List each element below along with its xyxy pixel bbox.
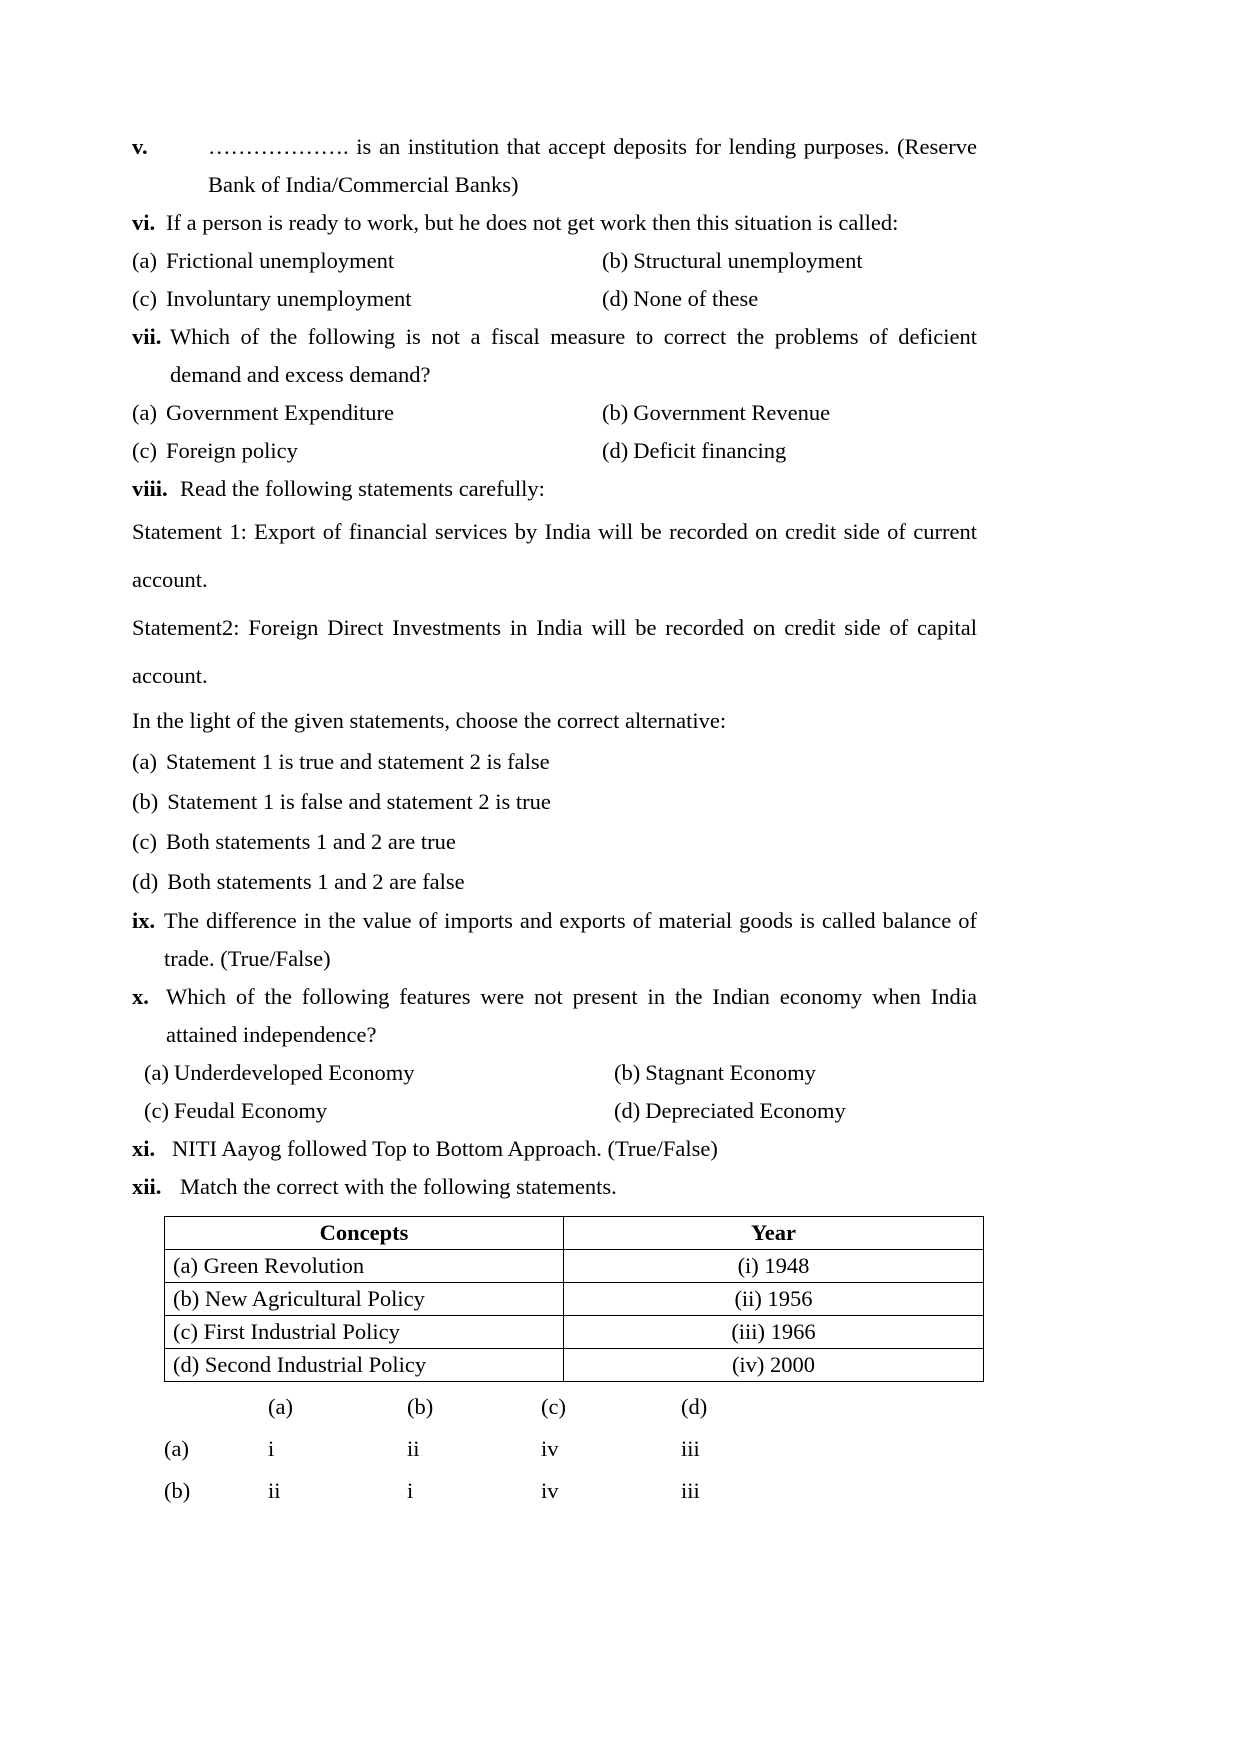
answer-grid-header-row bbox=[164, 1386, 977, 1428]
option-vii-a-label: (a) bbox=[132, 400, 157, 425]
option-x-d[interactable] bbox=[614, 1092, 977, 1130]
question-vii-number: vii. bbox=[132, 324, 162, 349]
answer-option-a-label: (a) bbox=[164, 1436, 189, 1461]
option-viii-b-text: Statement 1 is false and statement 2 is true bbox=[167, 789, 551, 814]
option-vii-d-label: (d) bbox=[602, 438, 629, 463]
option-vii-b-label: (b) bbox=[602, 400, 629, 425]
question-v-number: v. bbox=[132, 134, 148, 159]
match-table-header-year: Year bbox=[564, 1217, 984, 1250]
answer-option-a-value-1: ii bbox=[407, 1436, 420, 1461]
match-row-3-concept: (d) Second Industrial Policy bbox=[165, 1349, 564, 1382]
match-row-2-concept: (c) First Industrial Policy bbox=[165, 1316, 564, 1349]
option-x-b[interactable] bbox=[614, 1054, 977, 1092]
answer-grid-header-c: (c) bbox=[541, 1394, 566, 1419]
question-xii bbox=[132, 1168, 977, 1206]
answer-option-b-value-1: i bbox=[407, 1478, 414, 1503]
answer-option-b-value-0: ii bbox=[268, 1478, 281, 1503]
option-x-a[interactable] bbox=[144, 1054, 614, 1092]
option-vii-d[interactable] bbox=[602, 432, 977, 470]
option-x-c-text: Feudal Economy bbox=[173, 1098, 328, 1123]
option-x-b-text: Stagnant Economy bbox=[645, 1060, 816, 1085]
option-x-b-label: (b) bbox=[614, 1060, 641, 1085]
option-vi-d[interactable] bbox=[602, 280, 977, 318]
option-vii-a-text: Government Expenditure bbox=[165, 400, 395, 425]
option-vii-c-text: Foreign policy bbox=[165, 438, 298, 463]
option-vii-b[interactable] bbox=[602, 394, 977, 432]
answer-option-a-value-3: iii bbox=[681, 1436, 700, 1461]
option-vi-d-label: (d) bbox=[602, 286, 629, 311]
question-x-options bbox=[132, 1054, 977, 1130]
option-x-c-label: (c) bbox=[144, 1098, 169, 1123]
match-table bbox=[164, 1216, 984, 1382]
question-vi-options-row-1 bbox=[132, 242, 977, 280]
option-vii-d-text: Deficit financing bbox=[633, 438, 787, 463]
answer-grid-header-b: (b) bbox=[407, 1394, 434, 1419]
answer-option-b-value-3: iii bbox=[681, 1478, 700, 1503]
option-viii-a-label: (a) bbox=[132, 749, 157, 774]
question-vi bbox=[132, 204, 977, 242]
answer-grid-header-d: (d) bbox=[681, 1394, 708, 1419]
match-row-1-year: (ii) 1956 bbox=[564, 1283, 984, 1316]
question-vii-options-row-1 bbox=[132, 394, 977, 432]
option-viii-c-label: (c) bbox=[132, 829, 157, 854]
question-v bbox=[132, 128, 977, 204]
answer-option-a-value-0: i bbox=[268, 1436, 275, 1461]
question-viii-statement-2: Statement2: Foreign Direct Investments in India will be recorded on credit side of capital account. bbox=[132, 615, 977, 688]
question-viii-text: Read the following statements carefully: bbox=[180, 476, 545, 501]
question-v-text: ………………. is an institution that accept deposits for lending purposes. (Reserve Bank of India/Commercial Banks) bbox=[208, 134, 977, 197]
option-vi-a[interactable] bbox=[132, 242, 602, 280]
option-viii-d-text: Both statements 1 and 2 are false bbox=[167, 869, 465, 894]
question-vi-text: If a person is ready to work, but he does not get work then this situation is called: bbox=[166, 210, 899, 235]
question-xi-text: NITI Aayog followed Top to Bottom Approach. (True/False) bbox=[172, 1136, 718, 1161]
match-table-header-concepts: Concepts bbox=[165, 1217, 564, 1250]
option-x-d-text: Depreciated Economy bbox=[645, 1098, 846, 1123]
option-viii-b-label: (b) bbox=[132, 789, 159, 814]
question-viii-prompt: In the light of the given statements, choose the correct alternative: bbox=[132, 708, 727, 733]
answer-grid bbox=[132, 1386, 977, 1512]
answer-option-b-value-2: iv bbox=[541, 1478, 559, 1503]
option-viii-d[interactable] bbox=[132, 862, 977, 902]
option-viii-c[interactable] bbox=[132, 822, 977, 862]
question-xi-number: xi. bbox=[132, 1136, 156, 1161]
option-vi-d-text: None of these bbox=[633, 286, 759, 311]
option-x-a-text: Underdeveloped Economy bbox=[173, 1060, 415, 1085]
option-viii-a[interactable] bbox=[132, 742, 977, 782]
question-ix-text: The difference in the value of imports and exports of material goods is called balance of trade. (True/False) bbox=[164, 908, 977, 971]
option-viii-d-label: (d) bbox=[132, 869, 159, 894]
answer-grid-header-blank bbox=[164, 1386, 268, 1428]
question-vii-text: Which of the following is not a fiscal measure to correct the problems of deficient demand and excess demand? bbox=[170, 324, 977, 387]
answer-grid-header-a: (a) bbox=[268, 1394, 293, 1419]
match-table-header-row bbox=[165, 1217, 984, 1250]
question-ix bbox=[132, 902, 977, 978]
question-x-text: Which of the following features were not present in the Indian economy when India attained independence? bbox=[166, 984, 977, 1047]
answer-option-b[interactable] bbox=[164, 1470, 977, 1512]
question-x bbox=[132, 978, 977, 1054]
question-vii bbox=[132, 318, 977, 394]
option-vi-c[interactable] bbox=[132, 280, 602, 318]
question-x-number: x. bbox=[132, 984, 149, 1009]
question-ix-number: ix. bbox=[132, 908, 156, 933]
option-viii-b[interactable] bbox=[132, 782, 977, 822]
option-vi-b-text: Structural unemployment bbox=[633, 248, 863, 273]
question-viii bbox=[132, 470, 977, 508]
answer-option-a-value-2: iv bbox=[541, 1436, 559, 1461]
question-viii-statement-1: Statement 1: Export of financial services by India will be recorded on credit side of current account. bbox=[132, 519, 977, 592]
option-x-c[interactable] bbox=[144, 1092, 614, 1130]
table-row bbox=[165, 1283, 984, 1316]
page-content bbox=[132, 128, 977, 1512]
option-vii-c-label: (c) bbox=[132, 438, 157, 463]
answer-option-a[interactable] bbox=[164, 1428, 977, 1470]
option-vi-c-text: Involuntary unemployment bbox=[165, 286, 412, 311]
table-row bbox=[165, 1250, 984, 1283]
option-vi-c-label: (c) bbox=[132, 286, 157, 311]
option-viii-c-text: Both statements 1 and 2 are true bbox=[165, 829, 456, 854]
option-vi-a-label: (a) bbox=[132, 248, 157, 273]
question-xii-text: Match the correct with the following statements. bbox=[180, 1174, 617, 1199]
question-x-options-row-1 bbox=[144, 1054, 977, 1092]
match-row-0-year: (i) 1948 bbox=[564, 1250, 984, 1283]
option-x-a-label: (a) bbox=[144, 1060, 169, 1085]
match-row-0-concept: (a) Green Revolution bbox=[165, 1250, 564, 1283]
option-vi-a-text: Frictional unemployment bbox=[165, 248, 395, 273]
match-row-1-concept: (b) New Agricultural Policy bbox=[165, 1283, 564, 1316]
question-viii-number: viii. bbox=[132, 476, 168, 501]
option-x-d-label: (d) bbox=[614, 1098, 641, 1123]
table-row bbox=[165, 1349, 984, 1382]
question-xii-number: xii. bbox=[132, 1174, 162, 1199]
answer-option-b-label: (b) bbox=[164, 1478, 191, 1503]
question-vii-options-row-2 bbox=[132, 432, 977, 470]
match-row-2-year: (iii) 1966 bbox=[564, 1316, 984, 1349]
option-vii-c[interactable] bbox=[132, 432, 602, 470]
question-xi bbox=[132, 1130, 977, 1168]
match-table-wrapper bbox=[132, 1216, 977, 1382]
question-vi-number: vi. bbox=[132, 210, 156, 235]
option-viii-a-text: Statement 1 is true and statement 2 is false bbox=[165, 749, 550, 774]
option-vii-b-text: Government Revenue bbox=[633, 400, 831, 425]
table-row bbox=[165, 1316, 984, 1349]
option-vi-b[interactable] bbox=[602, 242, 977, 280]
option-vii-a[interactable] bbox=[132, 394, 602, 432]
match-row-3-year: (iv) 2000 bbox=[564, 1349, 984, 1382]
question-x-options-row-2 bbox=[144, 1092, 977, 1130]
question-vi-options-row-2 bbox=[132, 280, 977, 318]
option-vi-b-label: (b) bbox=[602, 248, 629, 273]
